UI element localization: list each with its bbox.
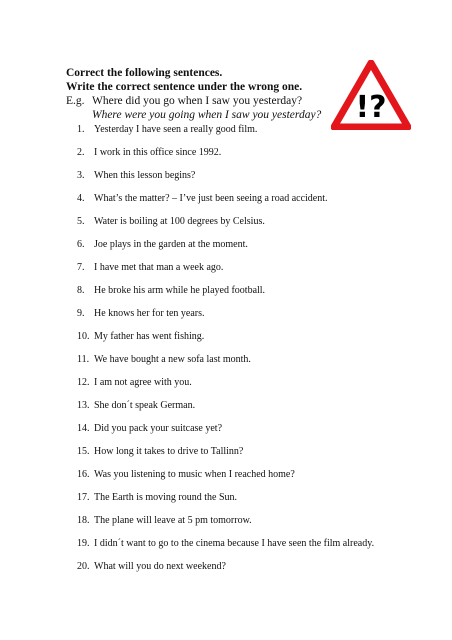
sentence-text: I have met that man a week ago.: [94, 262, 224, 273]
sentence-number: 5.: [77, 216, 85, 227]
sentence-item: [77, 399, 374, 413]
sentence-item: [77, 123, 374, 137]
sentence-item: [77, 215, 374, 229]
example-wrong-sentence: Where did you go when I saw you yesterday?: [92, 95, 303, 107]
sentence-item: [77, 192, 374, 206]
sentence-item: [77, 261, 374, 275]
sentence-number: 19.: [77, 538, 90, 549]
sentence-number: 6.: [77, 239, 85, 250]
sentence-item: [77, 376, 374, 390]
sentence-text: He knows her for ten years.: [94, 308, 205, 319]
sentence-text: When this lesson begins?: [94, 170, 196, 181]
instructions-block: [66, 66, 336, 122]
sentence-text: Water is boiling at 100 degrees by Celsius.: [94, 216, 265, 227]
sentence-item: [77, 146, 374, 160]
sentence-number: 8.: [77, 285, 85, 296]
sentence-item: [77, 307, 374, 321]
sentence-item: [77, 445, 374, 459]
sentence-number: 18.: [77, 515, 90, 526]
warning-sign-text: !?: [355, 90, 387, 125]
sentence-text: My father has went fishing.: [94, 331, 205, 342]
sentence-number: 1.: [77, 124, 85, 135]
sentence-item: [77, 284, 374, 298]
sentence-text: We have bought a new sofa last month.: [94, 354, 251, 365]
sentence-item: [77, 537, 374, 551]
sentence-text: What’s the matter? – I’ve just been seeing a road accident.: [94, 193, 328, 204]
sentence-item: [77, 560, 374, 574]
sentence-text: Yesterday I have seen a really good film.: [94, 124, 258, 135]
sentence-item: [77, 169, 374, 183]
sentence-text: I work in this office since 1992.: [94, 147, 222, 158]
sentence-item: [77, 468, 374, 482]
sentence-text: She don´t speak German.: [94, 400, 196, 411]
sentence-number: 11.: [77, 354, 90, 365]
sentence-number: 3.: [77, 170, 85, 181]
sentence-number: 12.: [77, 377, 90, 388]
sentence-number: 17.: [77, 492, 90, 503]
sentence-number: 4.: [77, 193, 85, 204]
sentence-number: 13.: [77, 400, 90, 411]
sentence-number: 16.: [77, 469, 90, 480]
instruction-title: Correct the following sentences.: [66, 67, 223, 79]
sentence-item: [77, 491, 374, 505]
sentence-item: [77, 514, 374, 528]
instruction-subtitle: Write the correct sentence under the wrong one.: [66, 81, 303, 93]
sentence-text: What will you do next weekend?: [94, 561, 226, 572]
sentence-text: I didn´t want to go to the cinema because I have seen the film already.: [94, 538, 375, 549]
sentence-number: 2.: [77, 147, 85, 158]
sentence-number: 10.: [77, 331, 90, 342]
sentence-item: [77, 330, 374, 344]
sentence-text: Did you pack your suitcase yet?: [94, 423, 223, 434]
example-row: [66, 94, 336, 108]
sentence-text: He broke his arm while he played football.: [94, 285, 266, 296]
sentence-number: 14.: [77, 423, 90, 434]
sentence-text: The plane will leave at 5 pm tomorrow.: [94, 515, 252, 526]
sentence-text: How long it takes to drive to Tallinn?: [94, 446, 244, 457]
sentence-list: [77, 123, 374, 583]
sentence-text: The Earth is moving round the Sun.: [94, 492, 238, 503]
example-correct-sentence: Where were you going when I saw you yesterday?: [92, 109, 322, 121]
sentence-number: 9.: [77, 308, 85, 319]
sentence-number: 20.: [77, 561, 90, 572]
sentence-item: [77, 353, 374, 367]
sentence-number: 15.: [77, 446, 90, 457]
sentence-number: 7.: [77, 262, 85, 273]
sentence-text: Joe plays in the garden at the moment.: [94, 239, 248, 250]
sentence-text: I am not agree with you.: [94, 377, 192, 388]
sentence-item: [77, 422, 374, 436]
sentence-item: [77, 238, 374, 252]
sentence-text: Was you listening to music when I reached home?: [94, 469, 295, 480]
warning-sign-icon: [331, 60, 411, 130]
example-label: E.g.: [66, 95, 85, 107]
